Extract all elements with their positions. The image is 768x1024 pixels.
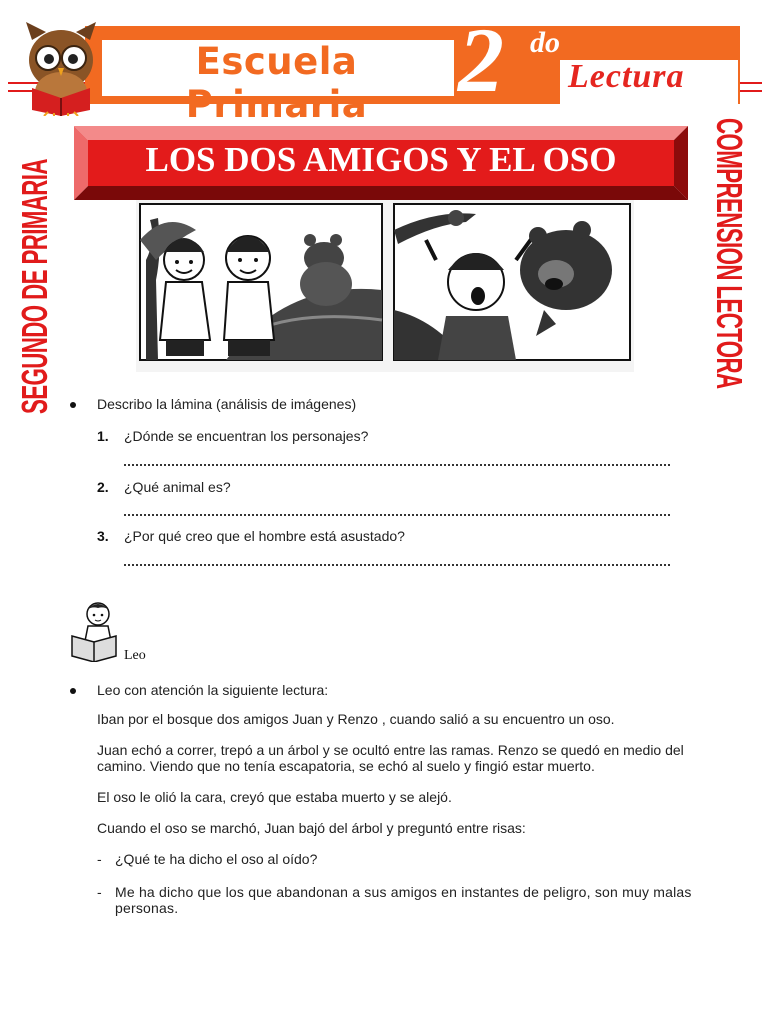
- answer-line-3[interactable]: [124, 563, 670, 566]
- grade-suffix: do: [530, 26, 560, 59]
- header-stripe-right-bottom: [740, 90, 762, 92]
- dialogue-dash-1: -: [97, 851, 102, 867]
- side-title-left: SEGUNDO DE PRIMARIA: [14, 159, 55, 414]
- question-2-text: ¿Qué animal es?: [124, 479, 231, 495]
- owl-mascot-icon: [18, 18, 104, 116]
- boy-reading-icon: [68, 600, 120, 662]
- subject-label: Lectura: [568, 58, 685, 95]
- brand-title: Escuela Primaria: [185, 40, 368, 126]
- bullet-describe: [70, 402, 76, 408]
- story-title: LOS DOS AMIGOS Y EL OSO: [145, 140, 617, 179]
- story-paragraph-1: Iban por el bosque dos amigos Juan y Renzo , cuando salió a su encuentro un oso.: [97, 711, 615, 727]
- story-paragraph-4: Cuando el oso se marchó, Juan bajó del árbol y preguntó entre risas:: [97, 820, 526, 836]
- story-illustration: [136, 200, 634, 372]
- bullet-reading: [70, 688, 76, 694]
- reader-label: Leo: [124, 648, 146, 663]
- reading-instruction: Leo con atención la siguiente lectura:: [97, 682, 329, 698]
- dialogue-line-2: Me ha dicho que los que abandonan a sus amigos en instantes de peligro, son muy malas personas.: [115, 884, 692, 916]
- grade-number: 2: [458, 9, 504, 111]
- story-paragraph-3: El oso le olió la cara, creyó que estaba muerto y se alejó.: [97, 789, 452, 805]
- dialogue-line-1: ¿Qué te ha dicho el oso al oído?: [115, 851, 318, 867]
- dialogue-dash-2: -: [97, 884, 102, 900]
- story-paragraph-2: Juan echó a correr, trepó a un árbol y se ocultó entre las ramas. Renzo se quedó en medio del camino. Viendo que no tenía escapatoria, se echó al suelo y fingió estar muerto.: [97, 742, 684, 774]
- illustration-panel-friends: [140, 204, 382, 360]
- question-3-text: ¿Por qué creo que el hombre está asustado?: [124, 528, 405, 544]
- question-1-number: 1.: [97, 428, 109, 444]
- describe-instruction: Describo la lámina (análisis de imágenes): [97, 396, 357, 412]
- question-1-text: ¿Dónde se encuentran los personajes?: [124, 428, 369, 444]
- header-stripe-right-top: [740, 82, 762, 84]
- answer-line-2[interactable]: [124, 513, 670, 516]
- side-title-right: COMPRENSION LECTORA: [709, 118, 750, 389]
- question-3-number: 3.: [97, 528, 109, 544]
- answer-line-1[interactable]: [124, 463, 670, 466]
- illustration-panel-bear: [394, 204, 630, 360]
- question-2-number: 2.: [97, 479, 109, 495]
